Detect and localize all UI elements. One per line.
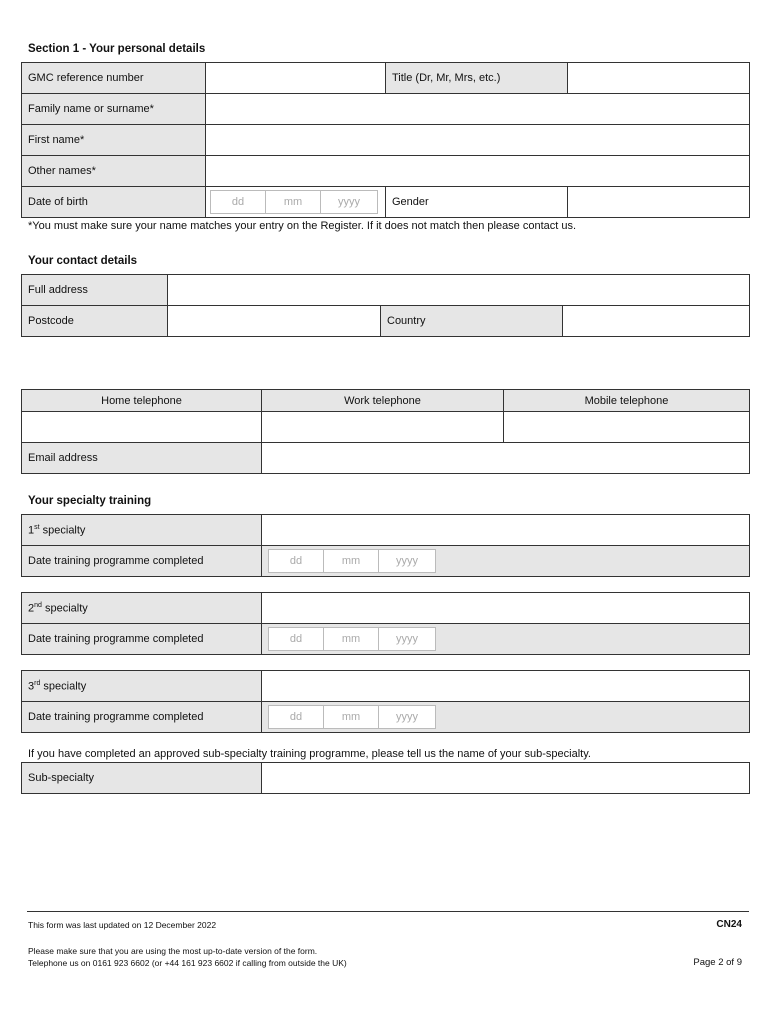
specialty-3-label: 3rd specialty [22, 671, 262, 702]
training-heading: Your specialty training [28, 495, 152, 507]
specialty-1-label: 1st specialty [22, 515, 262, 546]
form-code: CN24 [716, 919, 742, 930]
specialty-3-field[interactable] [262, 671, 750, 702]
address-label: Full address [22, 275, 168, 306]
specialty-2-label: 2nd specialty [22, 593, 262, 624]
specialty-1-field[interactable] [262, 515, 750, 546]
specialty-1-table [21, 514, 750, 577]
mobile-telephone-field[interactable] [504, 412, 750, 443]
first-name-label: First name* [22, 125, 206, 156]
country-field[interactable] [563, 306, 750, 337]
email-label: Email address [22, 443, 262, 474]
postcode-label: Postcode [22, 306, 168, 337]
specialty-1-date-label: Date training programme completed [22, 546, 262, 577]
footer-telephone: Telephone us on 0161 923 6602 (or +44 161 923 6602 if calling from outside the UK) [28, 958, 347, 968]
specialty-3-day-input[interactable]: dd [268, 705, 324, 729]
gender-field[interactable] [568, 187, 750, 218]
sub-specialty-field[interactable] [262, 763, 750, 794]
contact-phone-table [21, 389, 750, 474]
dob-day-input[interactable]: dd [210, 190, 266, 214]
mobile-telephone-label: Mobile telephone [504, 390, 750, 412]
section1-heading: Section 1 - Your personal details [28, 43, 206, 55]
gmc-label: GMC reference number [22, 63, 206, 94]
other-names-label: Other names* [22, 156, 206, 187]
contact-heading: Your contact details [28, 255, 138, 267]
dob-field [206, 187, 386, 218]
home-telephone-label: Home telephone [22, 390, 262, 412]
specialty-3-table [21, 670, 750, 733]
specialty-2-table [21, 592, 750, 655]
specialty-1-day-input[interactable]: dd [268, 549, 324, 573]
family-name-label: Family name or surname* [22, 94, 206, 125]
home-telephone-field[interactable] [22, 412, 262, 443]
country-label: Country [381, 306, 563, 337]
dob-label: Date of birth [22, 187, 206, 218]
footer-updated: This form was last updated on 12 December 2022 [28, 920, 217, 930]
gmc-field[interactable] [206, 63, 386, 94]
contact-address-table [21, 274, 750, 337]
dob-year-input[interactable]: yyyy [320, 190, 378, 214]
work-telephone-label: Work telephone [262, 390, 504, 412]
specialty-1-year-input[interactable]: yyyy [378, 549, 436, 573]
specialty-3-year-input[interactable]: yyyy [378, 705, 436, 729]
address-field[interactable] [168, 275, 750, 306]
specialty-3-date-field [262, 702, 750, 733]
work-telephone-field[interactable] [262, 412, 504, 443]
footer-version-note: Please make sure that you are using the most up-to-date version of the form. [28, 946, 318, 956]
specialty-1-date-field [262, 546, 750, 577]
name-note: *You must make sure your name matches your entry on the Register. If it does not match then please contact us. [28, 220, 577, 232]
specialty-2-year-input[interactable]: yyyy [378, 627, 436, 651]
footer-divider [27, 911, 749, 912]
specialty-2-date-label: Date training programme completed [22, 624, 262, 655]
sub-specialty-note: If you have completed an approved sub-specialty training programme, please tell us the name of your sub-specialty. [28, 748, 591, 760]
other-names-field[interactable] [206, 156, 750, 187]
family-name-field[interactable] [206, 94, 750, 125]
sub-specialty-label: Sub-specialty [22, 763, 262, 794]
email-field[interactable] [262, 443, 750, 474]
dob-month-input[interactable]: mm [265, 190, 321, 214]
postcode-field[interactable] [168, 306, 381, 337]
specialty-2-field[interactable] [262, 593, 750, 624]
title-field[interactable] [568, 63, 750, 94]
specialty-3-date-label: Date training programme completed [22, 702, 262, 733]
specialty-2-month-input[interactable]: mm [323, 627, 379, 651]
title-label: Title (Dr, Mr, Mrs, etc.) [386, 63, 568, 94]
sub-specialty-table [21, 762, 750, 794]
specialty-3-month-input[interactable]: mm [323, 705, 379, 729]
specialty-2-day-input[interactable]: dd [268, 627, 324, 651]
specialty-1-month-input[interactable]: mm [323, 549, 379, 573]
first-name-field[interactable] [206, 125, 750, 156]
page-number: Page 2 of 9 [693, 957, 742, 968]
personal-details-table [21, 62, 750, 218]
gender-label: Gender [386, 187, 568, 218]
specialty-2-date-field [262, 624, 750, 655]
